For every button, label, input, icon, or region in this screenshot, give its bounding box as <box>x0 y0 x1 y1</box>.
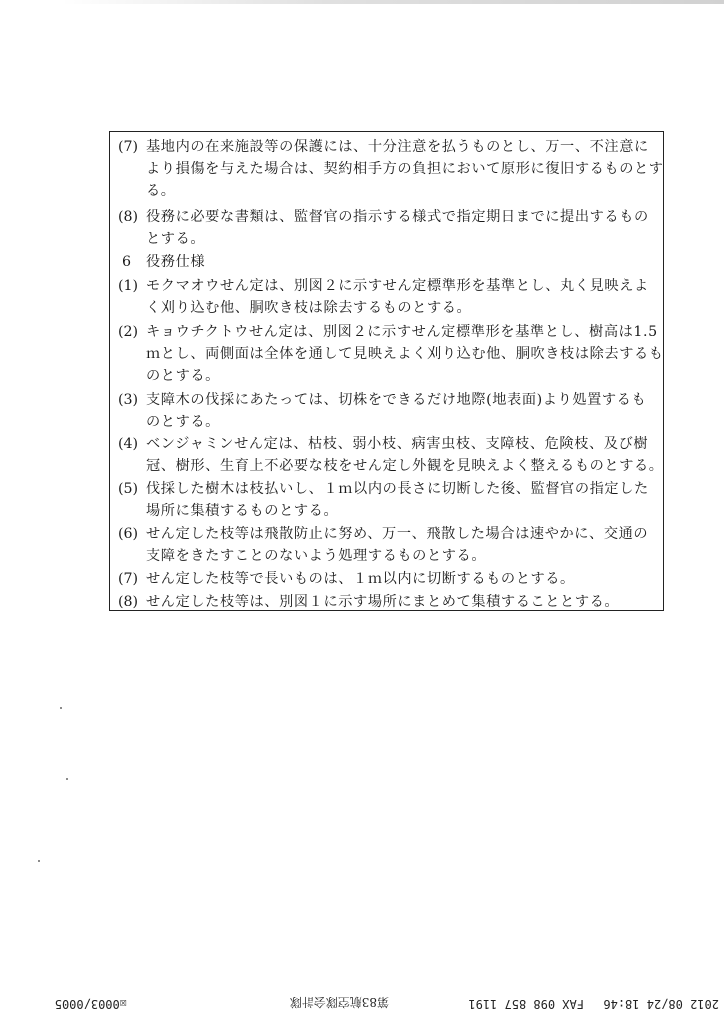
item-number: (2) <box>118 324 139 340</box>
item-number: (3) <box>118 392 139 408</box>
specification-box <box>109 131 664 611</box>
item-text-line: 役務に必要な書類は、監督官の指示する様式で指定期日までに提出するもの <box>146 209 649 225</box>
item-text-line: より損傷を与えた場合は、契約相手方の負担において原形に復旧するものとす <box>146 161 664 177</box>
item-text-line: せん定した枝等は、別図１に示す場所にまとめて集積することとする。 <box>146 594 620 610</box>
item-text-line: モクマオウせん定は、別図２に示すせん定標準形を基準とし、丸く見映えよ <box>146 278 649 294</box>
item-text-line: 基地内の在来施設等の保護には、十分注意を払うものとし、万一、不注意に <box>146 139 649 155</box>
item-text-line: 伐採した樹木は枝払いし、１ｍ以内の長さに切断した後、監督官の指定した <box>146 481 649 497</box>
item-number: (7) <box>118 571 139 587</box>
item-text-line: ｍとし、両側面は全体を通して見映えよく刈り込む他、胴吹き枝は除去するも <box>146 346 664 362</box>
section-title: 役務仕様 <box>146 254 206 270</box>
fax-datetime: 2012 08/24 18:46 <box>603 997 719 1011</box>
fax-page-counter: ☒0003/0005 <box>54 997 127 1011</box>
item-text-line: せん定した枝等は飛散防止に努め、万一、飛散した場合は速やかに、交通の <box>146 526 649 542</box>
item-text-line: 場所に集積するものとする。 <box>146 503 339 519</box>
item-text-line: 支障をきたすことのないよう処理するものとする。 <box>146 548 487 564</box>
item-number: (4) <box>118 436 139 452</box>
item-text-line: る。 <box>146 183 176 199</box>
item-text-line: キョウチクトウせん定は、別図２に示すせん定標準形を基準とし、樹高は1.5 <box>146 324 658 340</box>
scan-speck <box>60 707 62 709</box>
item-text-line: のとする。 <box>146 414 220 430</box>
item-number: (6) <box>118 526 139 542</box>
fax-number: FAX 098 857 1191 <box>468 997 584 1011</box>
item-text-line: 冠、樹形、生育上不必要な枝をせん定し外観を見映えよく整えるものとする。 <box>146 458 664 474</box>
item-text-line: とする。 <box>146 231 206 247</box>
item-number: (8) <box>118 209 139 225</box>
section-number: 6 <box>122 254 132 270</box>
fax-header <box>0 991 724 1013</box>
item-number: (8) <box>118 594 139 610</box>
item-text-line: ベンジャミンせん定は、枯枝、弱小枝、病害虫枝、支障枝、危険枝、及び樹 <box>146 436 649 452</box>
item-text-line: のとする。 <box>146 368 220 384</box>
scan-speck <box>66 778 68 780</box>
item-number: (1) <box>118 278 139 294</box>
item-text-line: せん定した枝等で長いものは、１ｍ以内に切断するものとする。 <box>146 571 575 587</box>
item-number: (5) <box>118 481 139 497</box>
fax-page: 0003/0005 <box>54 997 120 1011</box>
item-text-line: く刈り込む他、胴吹き枝は除去するものとする。 <box>146 300 472 316</box>
item-number: (7) <box>118 139 139 155</box>
fax-sender: 第83航空隊会計隊 <box>289 995 389 1009</box>
scan-speck <box>38 860 40 862</box>
item-text-line: 支障木の伐採にあたっては、切株をできるだけ地際(地表面)より処置するも <box>146 392 647 408</box>
scan-edge-artifact <box>60 0 724 4</box>
